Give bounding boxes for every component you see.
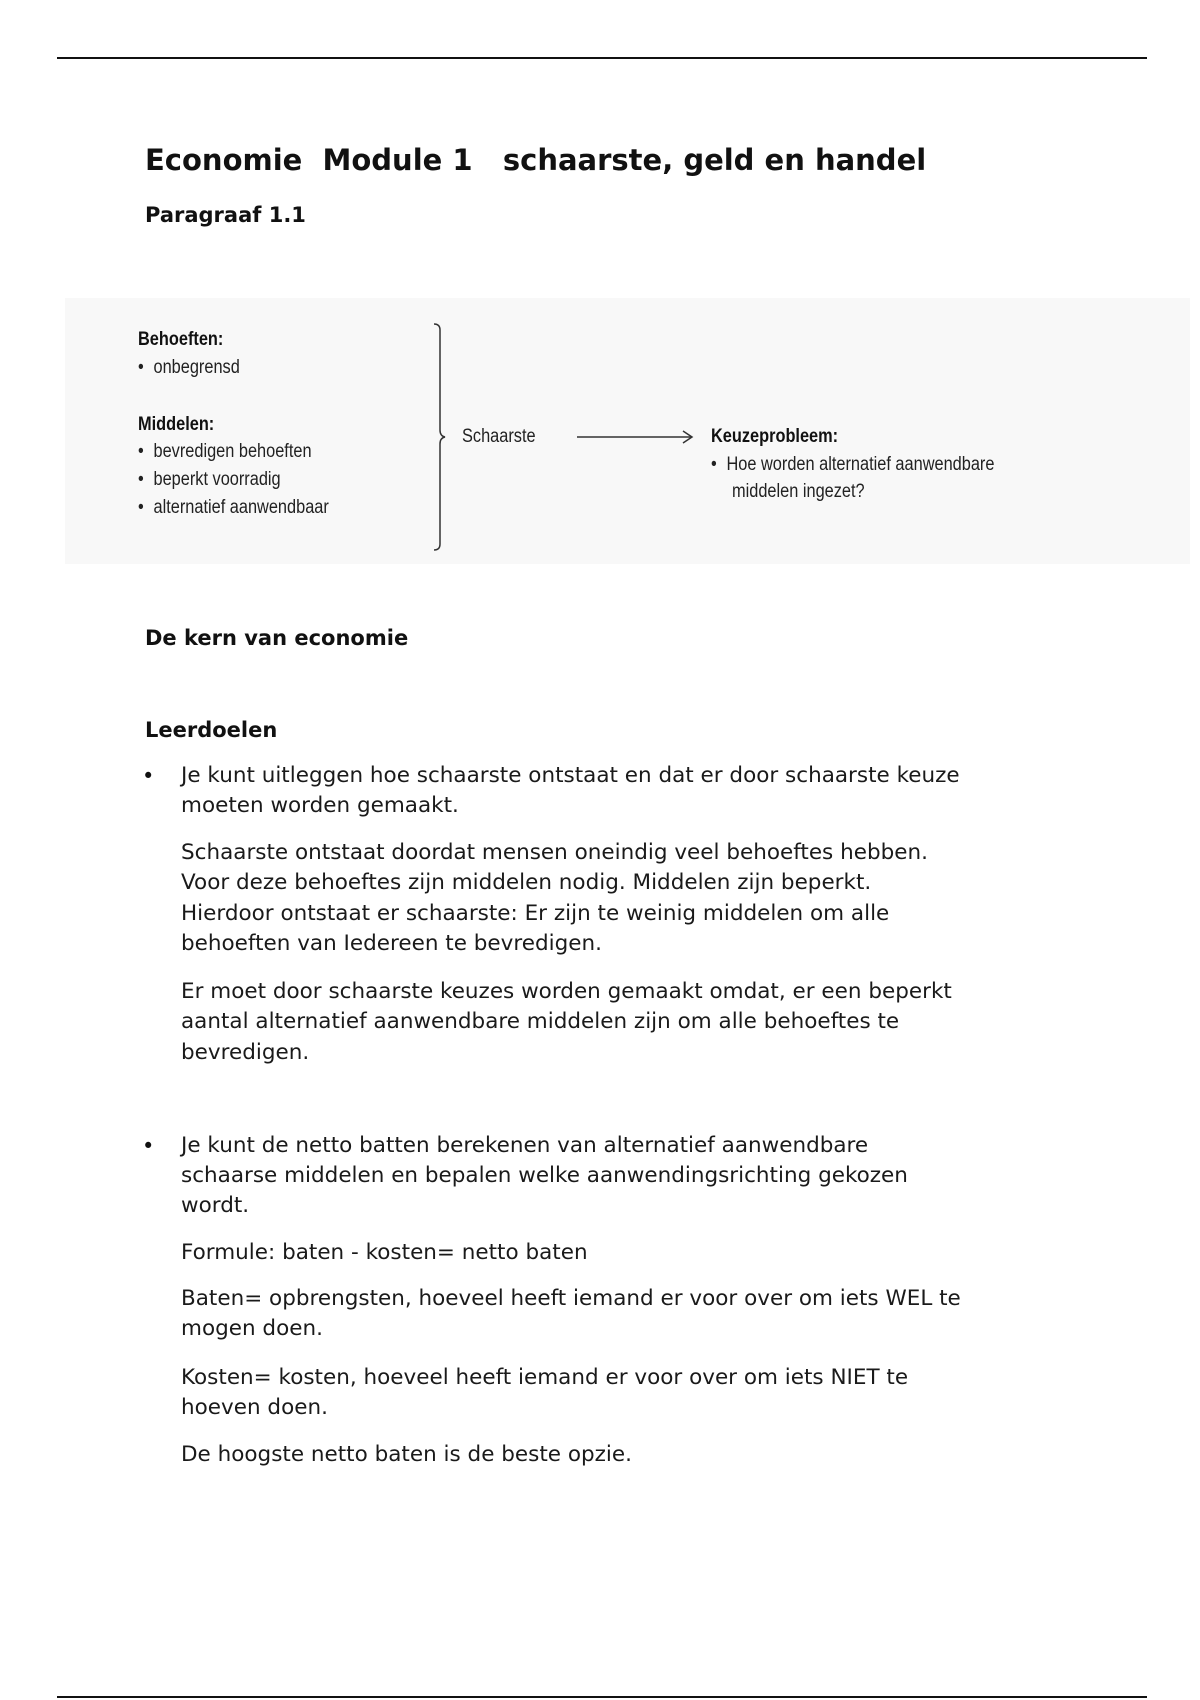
bullet-icon: • (138, 357, 144, 378)
paragraph-line: Schaarste ontstaat doordat mensen oneindig veel behoeftes hebben. (181, 840, 928, 865)
formula-line: Formule: baten - kosten= netto baten (181, 1240, 588, 1265)
keuzeprobleem-item-cont: middelen ingezet? (732, 481, 865, 502)
bullet-icon: • (711, 454, 717, 475)
paragraph-line: Kosten= kosten, hoeveel heeft iemand er voor over om iets NIET te (181, 1365, 909, 1390)
paragraph-line: Er moet door schaarste keuzes worden gemaakt omdat, er een beperkt (181, 979, 952, 1004)
behoeften-item: • onbegrensd (138, 357, 240, 378)
section-heading-kern: De kern van economie (145, 626, 409, 650)
paragraph-line: Baten= opbrengsten, hoeveel heeft iemand er voor over om iets WEL te (181, 1286, 961, 1311)
paragraph-line: aantal alternatief aanwendbare middelen zijn om alle behoeftes te (181, 1009, 900, 1034)
bullet-icon: • (138, 441, 144, 462)
goal-line: wordt. (181, 1193, 250, 1218)
bullet-icon: • (138, 469, 144, 490)
goal-line: schaarse middelen en bepalen welke aanwendingsrichting gekozen (181, 1163, 908, 1188)
header-rule (57, 57, 1147, 59)
goal-line: Je kunt de netto batten berekenen van alternatief aanwendbare (181, 1133, 869, 1158)
middelen-item: • beperkt voorradig (138, 469, 281, 490)
scarcity-diagram (65, 298, 1190, 564)
arrow-right-icon (576, 428, 696, 446)
paragraph-line: hoeven doen. (181, 1395, 328, 1420)
goal-line: Je kunt uitleggen hoe schaarste ontstaat en dat er door schaarste keuze (181, 763, 960, 788)
paragraph-line: Hierdoor ontstaat er schaarste: Er zijn te weinig middelen om alle (181, 901, 890, 926)
paragraph-line: behoeften van Iedereen te bevredigen. (181, 931, 602, 956)
section-heading-leerdoelen: Leerdoelen (145, 718, 278, 742)
goal-line: moeten worden gemaakt. (181, 793, 459, 818)
page-title: Economie Module 1 schaarste, geld en handel (145, 143, 927, 177)
behoeften-label: Behoeften: (138, 329, 224, 350)
keuzeprobleem-label: Keuzeprobleem: (711, 426, 839, 447)
schaarste-label: Schaarste (462, 426, 536, 447)
middelen-item: • bevredigen behoeften (138, 441, 312, 462)
bullet-icon: • (142, 764, 155, 788)
paragraph-line: Voor deze behoeftes zijn middelen nodig. Middelen zijn beperkt. (181, 870, 872, 895)
brace-icon (430, 322, 450, 552)
middelen-label: Middelen: (138, 414, 215, 435)
page-subtitle: Paragraaf 1.1 (145, 203, 306, 227)
conclusion-line: De hoogste netto baten is de beste opzie. (181, 1442, 632, 1467)
paragraph-line: mogen doen. (181, 1316, 323, 1341)
footer-rule (57, 1696, 1147, 1698)
paragraph-line: bevredigen. (181, 1040, 310, 1065)
bullet-icon: • (138, 497, 144, 518)
middelen-item: • alternatief aanwendbaar (138, 497, 329, 518)
bullet-icon: • (142, 1134, 155, 1158)
keuzeprobleem-item: • Hoe worden alternatief aanwendbare (711, 454, 995, 475)
